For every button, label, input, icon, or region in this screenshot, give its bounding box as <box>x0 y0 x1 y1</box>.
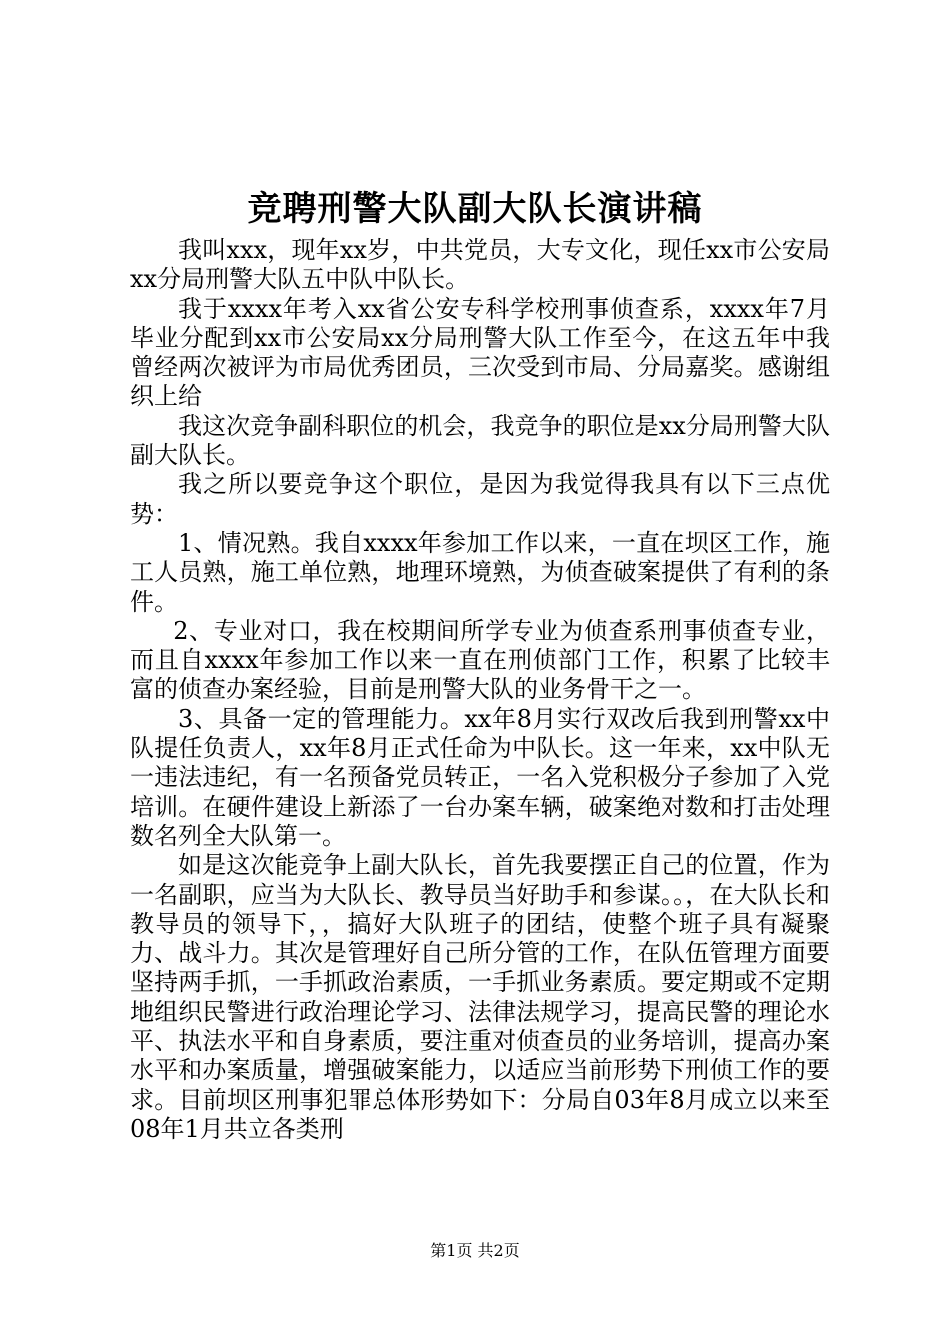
paragraph-plan: 如是这次能竞争上副大队长，首先我要摆正自己的位置，作为一名副职，应当为大队长、教导员当好助手和参谋。。，在大队长和教导员的领导下，，搞好大队班子的团结，使整个班子具有凝聚力、战斗力。其次是管理好自己所分管的工作，在队伍管理方面要坚持两手抓，一手抓政治素质，一手抓业务素质。要定期或不定期地组织民警进行政治理论学习、法律法规学习，提高民警的理论水平、执法水平和自身素质，要注重对侦查员的业务培训，提高办案水平和办案质量，增强破案能力，以适应当前形势下刑侦工作的要求。目前坝区刑事犯罪总体形势如下：分局自03年8月成立以来至08年1月共立各类刑 <box>130 851 830 1143</box>
paragraph-intro: 我叫xxx，现年xx岁，中共党员，大专文化，现任xx市公安局xx分局刑警大队五中队中队长。 <box>130 236 830 294</box>
paragraph-advantage-2: 2、专业对口，我在校期间所学专业为侦查系刑事侦查专业，而且自xxxx年参加工作以来一直在刑侦部门工作，积累了比较丰富的侦查办案经验，目前是刑警大队的业务骨干之一。 <box>130 616 830 704</box>
document-title: 竞聘刑警大队副大队长演讲稿 <box>247 189 703 229</box>
paragraph-advantage-3: 3、具备一定的管理能力。xx年8月实行双改后我到刑警xx中队提任负责人，xx年8月正式任命为中队长。这一年来，xx中队无一违法违纪，有一名预备党员转正，一名入党积极分子参加了入党培训。在硬件建设上新添了一台办案车辆，破案绝对数和打击处理数名列全大队第一。 <box>130 704 830 850</box>
document-body <box>130 236 830 1144</box>
paragraph-advantages-lead: 我之所以要竞争这个职位，是因为我觉得我具有以下三点优势： <box>130 470 830 528</box>
paragraph-position: 我这次竞争副科职位的机会，我竞争的职位是xx分局刑警大队副大队长。 <box>130 411 830 470</box>
paragraph-background: 我于xxxx年考入xx省公安专科学校刑事侦查系，xxxx年7月毕业分配到xx市公安局xx分局刑警大队工作至今，在这五年中我曾经两次被评为市局优秀团员，三次受到市局、分局嘉奖。感谢组织上给 <box>130 294 830 411</box>
paragraph-advantage-1: 1、情况熟。我自xxxx年参加工作以来，一直在坝区工作，施工人员熟，施工单位熟，地理环境熟，为侦查破案提供了有利的条件。 <box>130 528 830 616</box>
page-number: 第1页 共2页 <box>430 1241 520 1260</box>
